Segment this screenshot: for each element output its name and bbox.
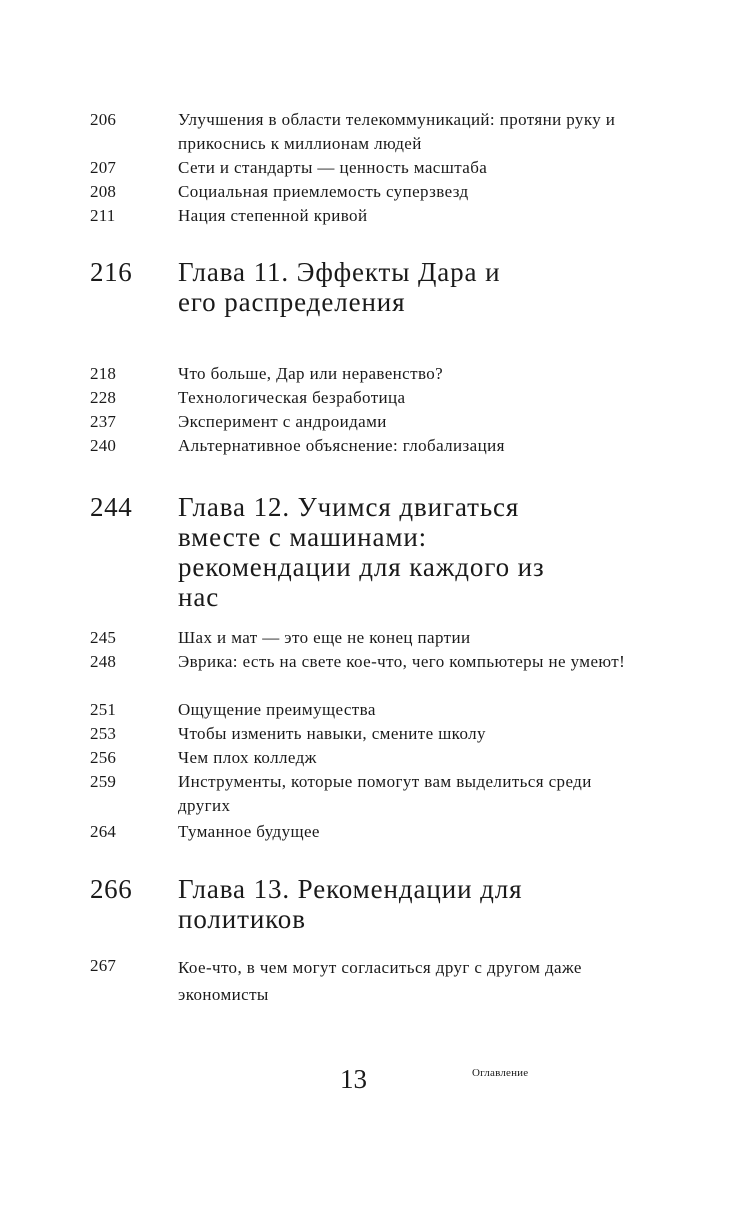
entry-page-number: 259: [90, 772, 117, 791]
entry-page-number: 240: [90, 436, 117, 455]
running-head: Оглавление: [472, 1067, 529, 1079]
chapter-page-number: 244: [90, 492, 133, 522]
entry-title: Чтобы изменить навыки, смените школу: [178, 724, 486, 743]
chapter-title: Глава 13. Рекомендации для политиков: [178, 874, 523, 934]
entry-page-number: 211: [90, 206, 116, 225]
chapter-title: Глава 11. Эффекты Дара и его распределения: [178, 257, 501, 317]
entry-title: Шах и мат — это еще не конец партии: [178, 628, 471, 647]
entry-title: Эксперимент с андроидами: [178, 412, 387, 431]
entry-page-number: 264: [90, 822, 117, 841]
entry-page-number: 267: [90, 956, 117, 975]
entry-title: Нация степенной кривой: [178, 206, 368, 225]
entry-page-number: 256: [90, 748, 117, 767]
entry-page-number: 228: [90, 388, 117, 407]
chapter-page-number: 216: [90, 257, 133, 287]
entry-title: Ощущение преимущества: [178, 700, 376, 719]
entry-title: Альтернативное объяснение: глобализация: [178, 436, 505, 455]
entry-page-number: 206: [90, 110, 117, 129]
entry-page-number: 245: [90, 628, 117, 647]
chapter-title: Глава 12. Учимся двигаться вместе с машинами: рекомендации для каждого из нас: [178, 492, 545, 612]
entry-title: Сети и стандарты — ценность масштаба: [178, 158, 488, 177]
entry-page-number: 208: [90, 182, 117, 201]
entry-title: Технологическая безработица: [178, 388, 406, 407]
entry-title: Улучшения в области телекоммуникаций: протяни руку и прикоснись к миллионам людей: [178, 110, 616, 153]
entry-page-number: 248: [90, 652, 117, 671]
entry-page-number: 237: [90, 412, 117, 431]
entry-title: Социальная приемлемость суперзвезд: [178, 182, 469, 201]
entry-page-number: 253: [90, 724, 117, 743]
entry-title: Туманное будущее: [178, 822, 320, 841]
entry-page-number: 251: [90, 700, 117, 719]
entry-page-number: 207: [90, 158, 117, 177]
entry-title: Кое-что, в чем могут согласиться друг с другом даже экономисты: [178, 958, 582, 1004]
entry-page-number: 218: [90, 364, 117, 383]
entry-title: Эврика: есть на свете кое-что, чего компьютеры не умеют!: [178, 652, 626, 671]
chapter-page-number: 266: [90, 874, 133, 904]
entry-title: Что больше, Дар или неравенство?: [178, 364, 444, 383]
page-number: 13: [340, 1064, 367, 1094]
entry-title: Чем плох колледж: [178, 748, 317, 767]
entry-title: Инструменты, которые помогут вам выделиться среди других: [178, 772, 592, 815]
